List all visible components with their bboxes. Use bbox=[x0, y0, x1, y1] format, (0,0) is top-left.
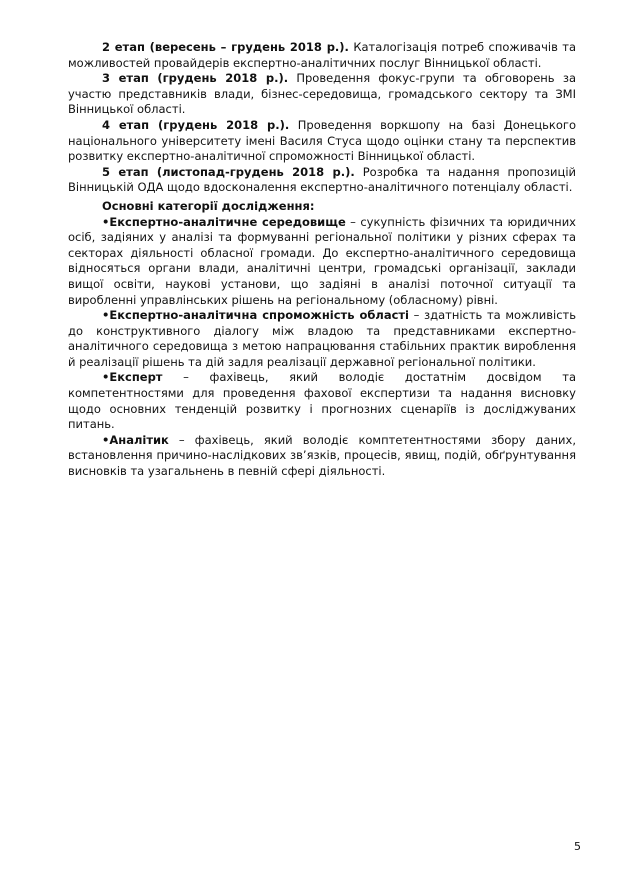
stage-5-paragraph bbox=[68, 165, 576, 196]
stage-4-paragraph bbox=[68, 118, 576, 165]
stage-2-paragraph bbox=[68, 40, 576, 71]
categories-heading: Основні категорії дослідження: bbox=[102, 198, 315, 213]
category-expert-definition: – фахівець, який володіє достатнім досвідом та компетентностями для проведення фахової експертизи та надання висновку щодо основних тенденцій розвитку і прогнозних сценаріїв із досліджуваних питань. bbox=[68, 370, 576, 432]
stage-3-text: Проведення фокус-групи та обговорень за участю представників влади, бізнес-середовища, громадського сектору та ЗМІ Вінницької області. bbox=[68, 71, 576, 117]
stage-2-text: Каталогізація потреб споживачів та можливостей провайдерів експертно-аналітичних послуг Вінницької області. bbox=[68, 40, 576, 70]
category-expert-paragraph bbox=[68, 370, 576, 432]
stage-3-label: 3 етап (грудень 2018 р.). bbox=[102, 71, 289, 86]
category-expert-term: •Експерт bbox=[102, 370, 163, 385]
stage-5-label: 5 етап (листопад-грудень 2018 р.). bbox=[102, 164, 355, 179]
page-body bbox=[68, 40, 576, 480]
stage-5-text: Розробка та надання пропозицій Вінницькій ОДА щодо вдосконалення експертно-аналітичного потенціалу області. bbox=[68, 164, 576, 195]
stage-3-paragraph bbox=[68, 71, 576, 118]
category-capacity-paragraph bbox=[68, 308, 576, 370]
category-analyst-term: •Аналітик bbox=[102, 432, 169, 447]
category-environment-paragraph bbox=[68, 215, 576, 309]
stage-2-label: 2 етап (вересень – грудень 2018 р.). bbox=[102, 40, 349, 54]
category-capacity-term: •Експертно-аналітична спроможність області bbox=[102, 308, 410, 323]
category-environment-term: •Експертно-аналітичне середовище bbox=[102, 214, 346, 229]
category-environment-definition: – сукупність фізичних та юридичних осіб, задіяних у аналізі та формуванні регіональної політики у різних сферах та секторах діяльності обласної громади. До експертно-аналітичного середовища відносяться органи влади, аналітичні центри, громадські організації, заклади вищої освіти, наукові установи, що задіяні в аналізі поточної ситуації та виробленні управлінських рішень на регіональному (обласному) рівні. bbox=[68, 214, 576, 307]
category-analyst-definition: – фахівець, який володіє комптетентностями збору даних, встановлення причино-наслідкових зв’язків, процесів, явищ, подій, обґрунтування висновків та узагальнень в певній сфері діяльності. bbox=[68, 432, 576, 479]
category-capacity-definition: – здатність та можливість до конструктивного діалогу між владою та представниками експертно-аналітичного середовища з метою напрацювання стабільних практик вироблення й реалізації рішень та дій задля реалізації державної регіональної політики. bbox=[68, 308, 576, 369]
stage-4-text: Проведення воркшопу на базі Донецького національного університету імені Василя Стуса щодо оцінки стану та перспектив розвитку експертно-аналітичної спроможності Вінницької області. bbox=[68, 117, 576, 164]
page-number: 5 bbox=[574, 840, 581, 853]
category-analyst-paragraph bbox=[68, 433, 576, 480]
stage-4-label: 4 етап (грудень 2018 р.). bbox=[102, 117, 290, 132]
